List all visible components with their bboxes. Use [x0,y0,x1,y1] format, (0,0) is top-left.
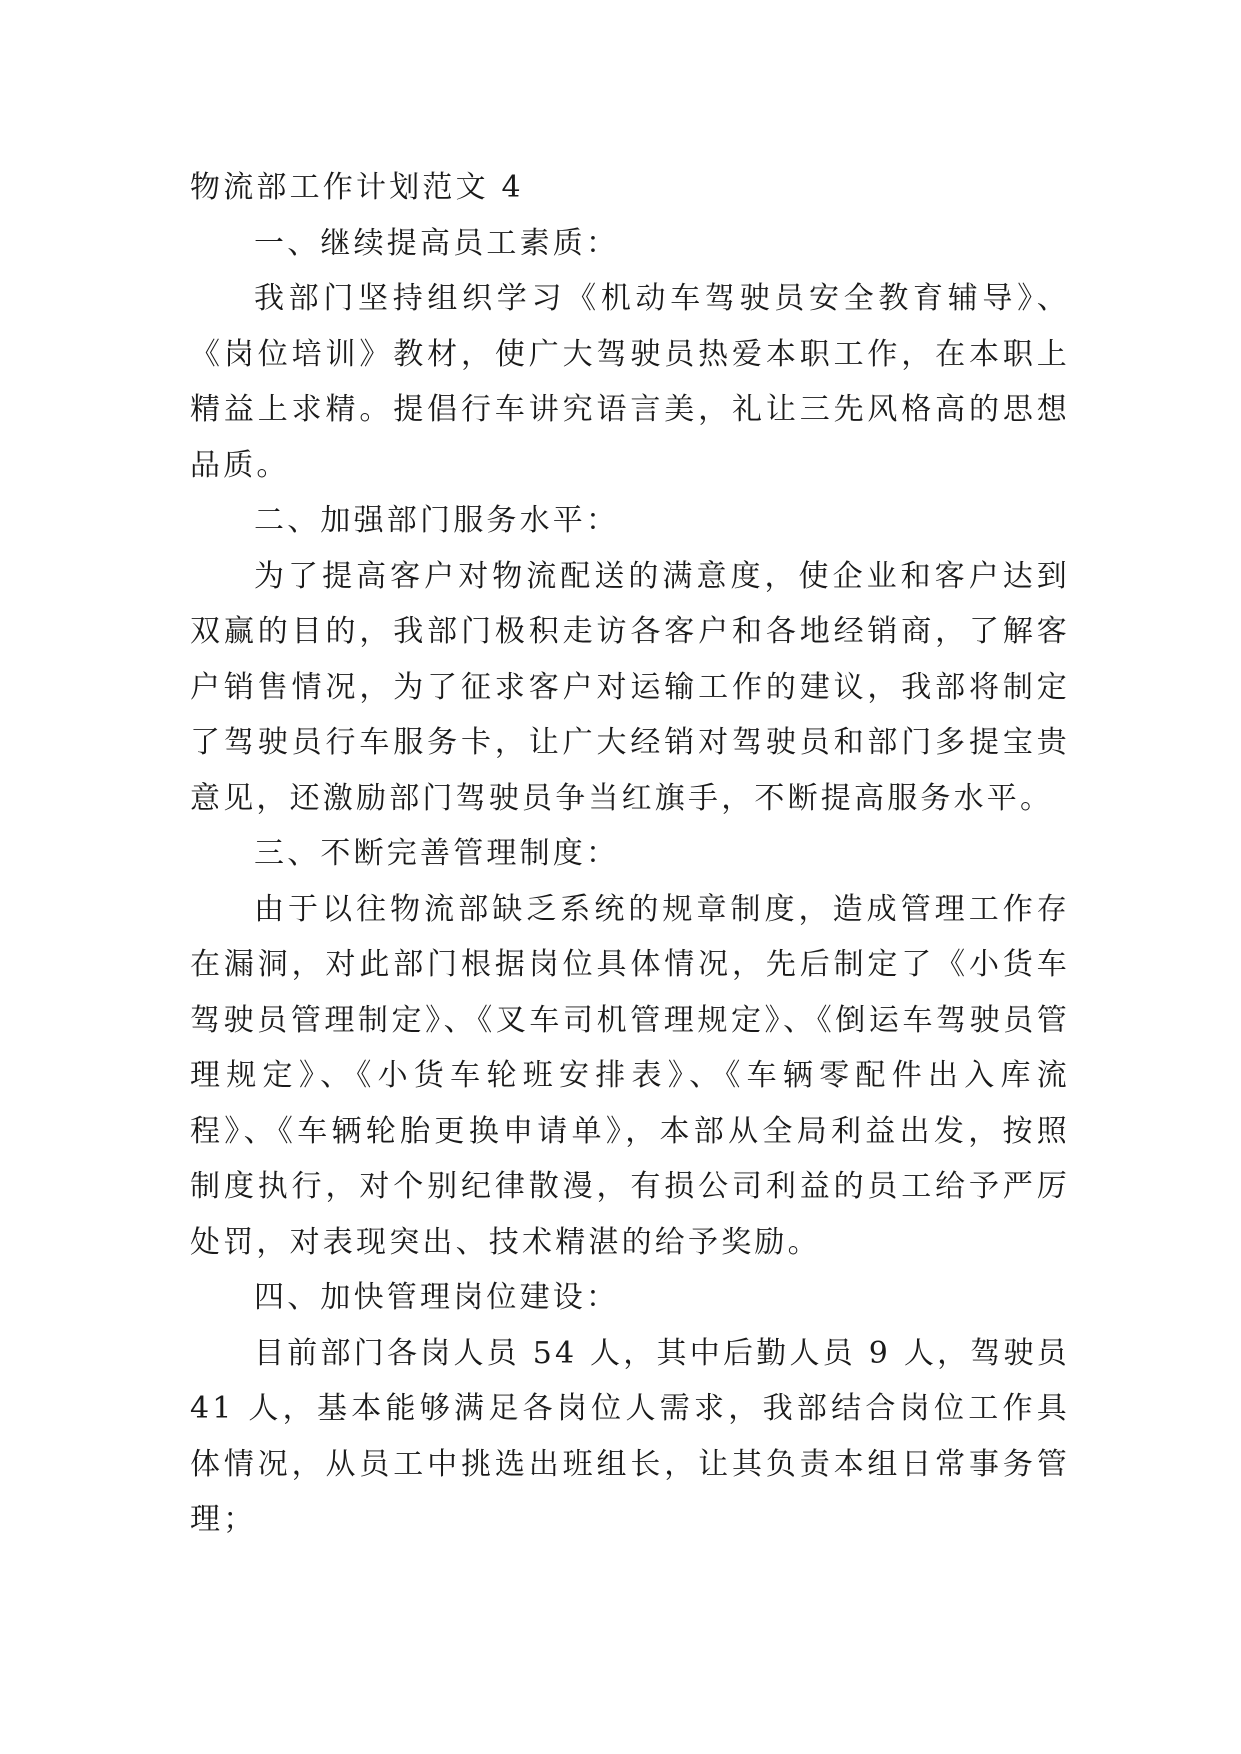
paragraph-2: 为了提高客户对物流配送的满意度，使企业和客户达到双赢的目的，我部门极积走访各客户和各地经销商，了解客户销售情况，为了征求客户对运输工作的建议，我部将制定了驾驶员行车服务卡，让广大经销对驾驶员和部门多提宝贵意见，还激励部门驾驶员争当红旗手，不断提高服务水平。 [190,558,1070,816]
section-heading-4: 四、加快管理岗位建设： [254,1280,620,1315]
paragraph-3: 由于以往物流部缺乏系统的规章制度，造成管理工作存在漏洞，对此部门根据岗位具体情况，先后制定了《小货车驾驶员管理制定》、《叉车司机管理规定》、《倒运车驾驶员管理规定》、《小货车轮班安排表》、《车辆零配件出入库流程》、《车辆轮胎更换申请单》，本部从全局利益出发，按照制度执行，对个别纪律散漫，有损公司利益的员工给予严厉处罚，对表现突出、技术精湛的给予奖励。 [190,891,1070,1260]
paragraph-1: 我部门坚持组织学习《机动车驾驶员安全教育辅导》、《岗位培训》教材，使广大驾驶员热爱本职工作，在本职上精益上求精。提倡行车讲究语言美，礼让三先风格高的思想品质。 [190,281,1070,483]
document-body [190,160,1070,1548]
section-heading-3: 三、不断完善管理制度： [254,836,620,871]
section-heading-2: 二、加强部门服务水平： [254,503,620,538]
document-title: 物流部工作计划范文 4 [190,170,524,205]
paragraph-4: 目前部门各岗人员 54 人，其中后勤人员 9 人，驾驶员 41 人，基本能够满足各岗位人需求，我部结合岗位工作具体情况，从员工中挑选出班组长，让其负责本组日常事务管理； [190,1335,1070,1537]
section-heading-1: 一、继续提高员工素质： [254,225,620,261]
